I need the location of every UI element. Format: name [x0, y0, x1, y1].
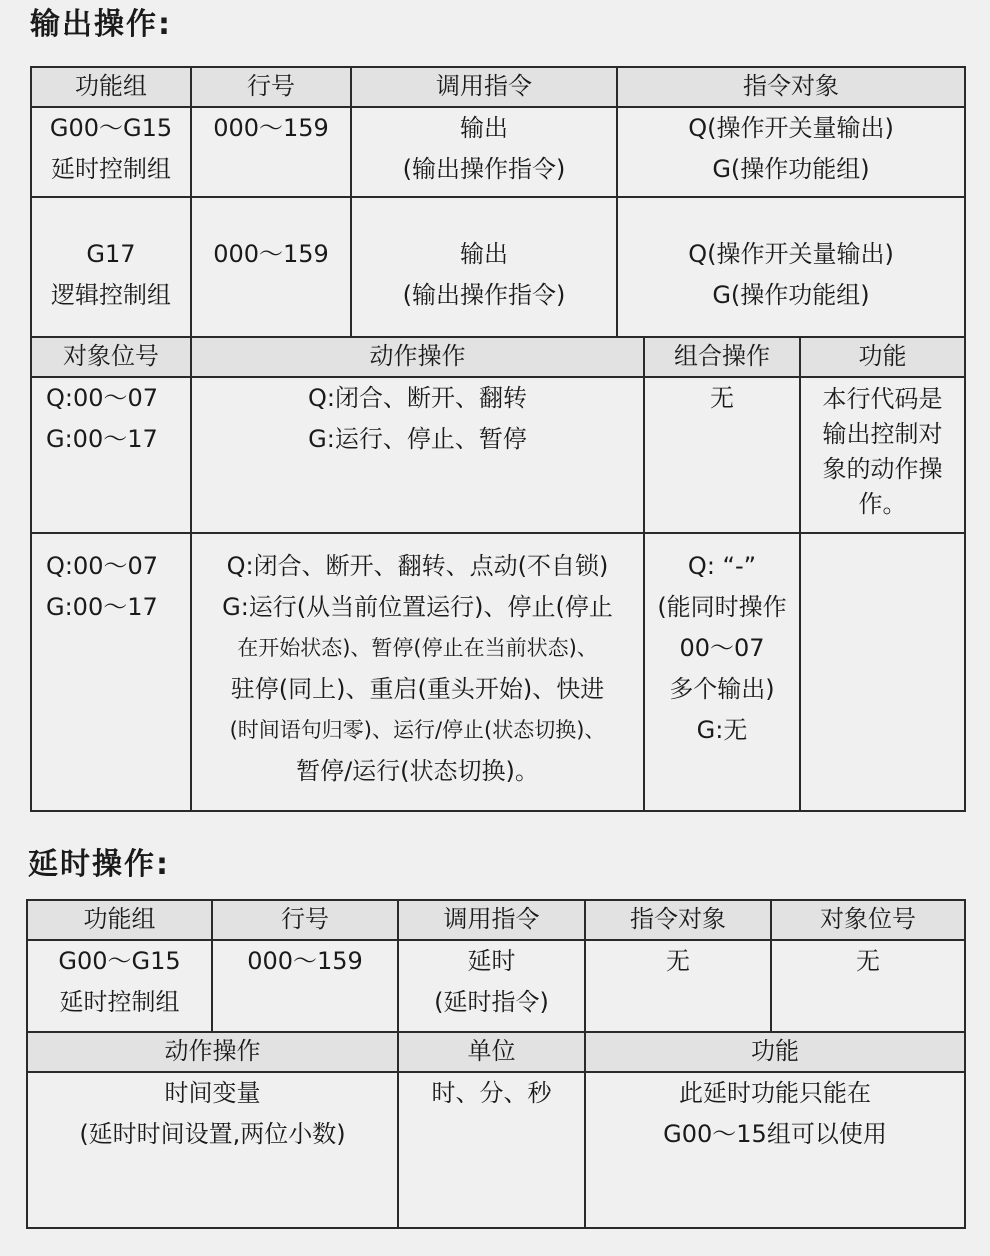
cell-function: 本行代码是 输出控制对 象的动作操 作。: [801, 378, 964, 532]
cell-function: 此延时功能只能在 G00～15组可以使用: [586, 1073, 964, 1227]
cell-object: 无: [586, 941, 770, 1031]
cell-group: G00～G15 延时控制组: [32, 108, 190, 196]
header-command-object: 指令对象: [586, 901, 770, 939]
cell-command: 延时 (延时指令): [399, 941, 584, 1031]
cell-command: 输出 (输出操作指令): [352, 108, 616, 196]
delay-section-title: 延时操作:: [28, 847, 170, 882]
cell-combo: 无: [645, 378, 799, 532]
header-object-position: 对象位号: [772, 901, 964, 939]
cell-line: 000～159: [192, 108, 350, 196]
header-function: 功能: [801, 338, 964, 376]
cell-action: 时间变量 (延时时间设置,两位小数): [28, 1073, 397, 1227]
header-line-number: 行号: [192, 68, 350, 106]
cell-action: Q:闭合、断开、翻转 G:运行、停止、暂停: [192, 378, 643, 532]
header-action: 动作操作: [28, 1033, 397, 1071]
cell-action-detail: Q:闭合、断开、翻转、点动(不自锁) G:运行(从当前位置运行)、停止(停止 在开始状态)、暂停(停止在当前状态)、 驻停(同上)、重启(重头开始)、快进 (时间语句归零)、运行/停止(状态切换)、 暂停/运行(状态切换)。: [192, 534, 643, 810]
cell-position: 无: [772, 941, 964, 1031]
header-command-object: 指令对象: [618, 68, 964, 106]
cell-function-empty: [801, 534, 964, 810]
header-function-group: 功能组: [28, 901, 211, 939]
cell-line: 000～159: [213, 941, 397, 1031]
cell-command: 输出 (输出操作指令): [352, 198, 616, 336]
header-function: 功能: [586, 1033, 964, 1071]
header-combo: 组合操作: [645, 338, 799, 376]
delay-table-top: [26, 899, 966, 1033]
cell-unit: 时、分、秒: [399, 1073, 584, 1227]
output-table-bottom: [30, 336, 966, 812]
header-call-command: 调用指令: [399, 901, 584, 939]
output-table-top: [30, 66, 966, 338]
output-section-title: 输出操作:: [30, 7, 172, 42]
cell-line: 000～159: [192, 198, 350, 336]
header-object-position: 对象位号: [32, 338, 190, 376]
cell-group: G00～G15 延时控制组: [28, 941, 211, 1031]
header-line-number: 行号: [213, 901, 397, 939]
header-call-command: 调用指令: [352, 68, 616, 106]
cell-position: Q:00～07 G:00～17: [32, 534, 190, 810]
cell-object: Q(操作开关量输出) G(操作功能组): [618, 108, 964, 196]
delay-table-bottom: [26, 1031, 966, 1229]
cell-combo-detail: Q: “-” (能同时操作 00～07 多个输出) G:无: [645, 534, 799, 810]
header-unit: 单位: [399, 1033, 584, 1071]
header-action: 动作操作: [192, 338, 643, 376]
header-function-group: 功能组: [32, 68, 190, 106]
cell-group: G17 逻辑控制组: [32, 198, 190, 336]
cell-object: Q(操作开关量输出) G(操作功能组): [618, 198, 964, 336]
cell-position: Q:00～07 G:00～17: [32, 378, 190, 532]
